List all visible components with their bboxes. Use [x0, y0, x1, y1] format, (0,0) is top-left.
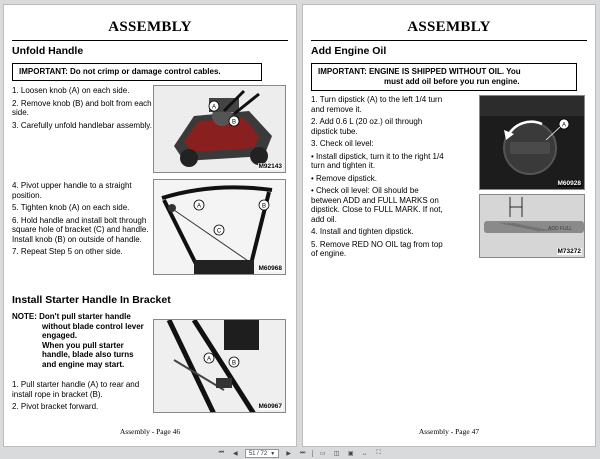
figure-label-m60928: M60928: [557, 180, 581, 187]
left-page: [3, 4, 297, 447]
note-line: When you pull starter: [42, 340, 124, 350]
right-header-rule: [311, 40, 587, 41]
important-box-oil: [311, 63, 577, 91]
figure-label-m92143: M92143: [258, 163, 282, 170]
step-text: 3. Carefully unfold handlebar assembly.: [12, 120, 152, 130]
last-page-icon[interactable]: ⏭: [299, 450, 306, 456]
page-number-value: 51 / 72: [248, 450, 268, 457]
figure-label-m60967: M60967: [258, 403, 282, 410]
step-text: • Remove dipstick.: [311, 173, 377, 183]
step-text: 1. Pull starter handle (A) to rear and install rope in bracket (B).: [12, 380, 140, 399]
step-text: 4. Install and tighten dipstick.: [311, 227, 414, 236]
right-page-header: ASSEMBLY: [407, 19, 491, 35]
callout-a-text: A: [196, 203, 202, 210]
two-page-view-icon[interactable]: ◫: [333, 451, 340, 457]
right-page-footer: Assembly - Page 47: [418, 427, 480, 436]
steps-engine-oil: [311, 95, 451, 262]
fullscreen-icon[interactable]: ⛶: [376, 450, 381, 456]
note-line: engaged.: [42, 331, 78, 340]
callout-a-text: A: [561, 122, 567, 129]
pdf-toolbar: [0, 448, 600, 459]
toolbar-separator: [312, 450, 313, 457]
step-text: 2. Add 0.6 L (20 oz.) oil through dipstick tube.: [311, 117, 423, 136]
next-page-icon[interactable]: ▶: [286, 451, 291, 457]
figure-handlebar-bracket: [153, 179, 286, 275]
page-number-select[interactable]: [245, 449, 279, 458]
important-line: IMPORTANT: ENGINE IS SHIPPED WITHOUT OIL. You: [318, 67, 521, 76]
important-line: must add oil before you run engine.: [384, 77, 520, 86]
note-line: without blade control lever: [42, 321, 144, 331]
fit-width-icon[interactable]: ↔: [361, 450, 368, 457]
section-title-unfold-handle: Unfold Handle: [12, 45, 84, 57]
step-text: 7. Repeat Step 5 on other side.: [12, 247, 123, 256]
step-text: • Install dipstick, turn it to the right 1/4 turn and tighten it.: [311, 151, 444, 170]
right-page: [302, 4, 596, 447]
left-page-header: ASSEMBLY: [108, 19, 192, 35]
step-text: 2. Remove knob (B) and bolt from each side.: [12, 98, 152, 117]
section-title-starter-handle: Install Starter Handle In Bracket: [12, 294, 171, 306]
callout-a-text: A: [206, 356, 212, 363]
fit-page-icon[interactable]: ▣: [347, 451, 354, 457]
first-page-icon[interactable]: ⏮: [218, 450, 225, 456]
dipstick-stamp-text: ADD FULL: [548, 226, 573, 232]
steps-starter: [12, 380, 157, 415]
important-box-cables: IMPORTANT: Do not crimp or damage control cables.: [12, 63, 262, 81]
section-title-add-engine-oil: Add Engine Oil: [311, 45, 387, 57]
note-starter-handle: [12, 312, 157, 369]
note-line: handle, blade also turns: [42, 350, 134, 359]
figure-label-m73272: M73272: [557, 248, 581, 255]
step-text: 1. Loosen knob (A) on each side.: [12, 86, 130, 95]
previous-page-icon[interactable]: ◀: [233, 451, 238, 457]
single-page-view-icon[interactable]: ▭: [319, 451, 326, 457]
steps-unfold-1-3: [12, 86, 152, 133]
callout-b-text: B: [261, 203, 267, 210]
callout-a-text: A: [211, 104, 217, 111]
note-line: NOTE: Don't pull starter handle: [12, 312, 131, 321]
step-text: 3. Check oil level:: [311, 139, 374, 148]
figure-dipstick-marks: [479, 194, 585, 258]
note-line: and engine may start.: [42, 359, 125, 369]
left-page-footer: Assembly - Page 46: [119, 427, 181, 436]
steps-unfold-4-7: [12, 181, 152, 260]
step-text: 5. Tighten knob (A) on each side.: [12, 203, 130, 212]
step-text: 2. Pivot bracket forward.: [12, 402, 99, 411]
step-text: 4. Pivot upper handle to a straight position.: [12, 181, 132, 200]
figure-mower-knobs: [153, 85, 286, 173]
figure-starter-bracket: [153, 319, 286, 413]
step-text: • Check oil level: Oil should be between ADD and FULL MARKS on dipstick. Close to FULL MARK. If not, add oil.: [311, 186, 443, 224]
step-text: 6. Hold handle and install bolt through square hole of bracket (C) and handle. Install knob (B) on outside of handle.: [12, 215, 149, 244]
chevron-down-icon: ▼: [270, 450, 276, 457]
left-header-rule: [12, 40, 288, 41]
callout-b-text: B: [231, 360, 237, 367]
figure-label-m60968: M60968: [258, 265, 282, 272]
figure-dipstick-cap: [479, 95, 585, 190]
step-text: 1. Turn dipstick (A) to the left 1/4 turn and remove it.: [311, 95, 443, 114]
callout-c-text: C: [216, 228, 222, 235]
callout-b-text: B: [231, 119, 237, 126]
step-text: 5. Remove RED NO OIL tag from top of engine.: [311, 239, 443, 258]
